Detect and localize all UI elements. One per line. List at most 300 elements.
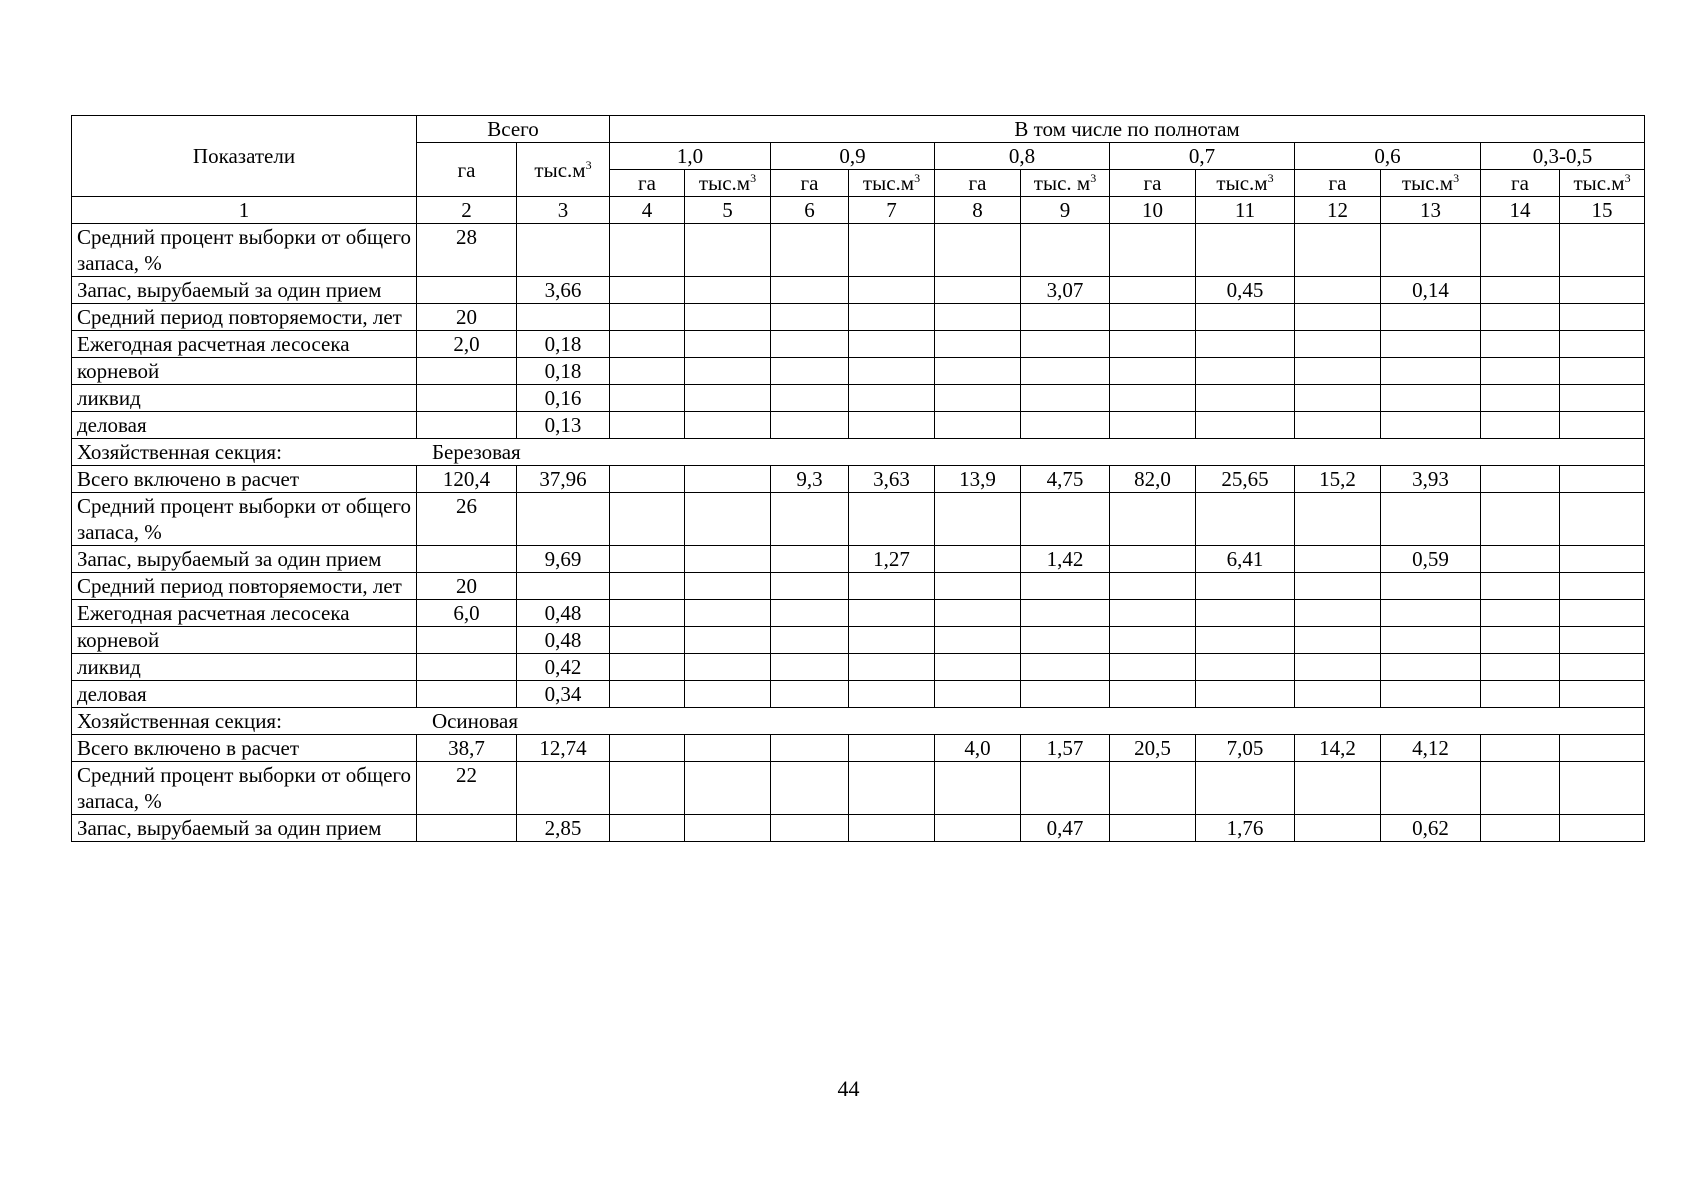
value-cell [685,358,771,385]
value-cell [935,304,1021,331]
value-cell: 4,0 [935,735,1021,762]
row-label: Запас, вырубаемый за один прием [72,277,417,304]
value-cell [771,493,849,546]
value-cell [771,681,849,708]
row-label: Ежегодная расчетная лесосека [72,331,417,358]
value-cell [771,546,849,573]
value-cell [1481,600,1560,627]
value-cell [417,277,517,304]
value-cell [1110,224,1196,277]
value-cell: 13,9 [935,466,1021,493]
value-cell: 20 [417,573,517,600]
value-cell [771,735,849,762]
section-cell [72,439,1645,466]
value-cell [685,546,771,573]
value-cell: 38,7 [417,735,517,762]
value-cell [417,385,517,412]
value-cell [849,815,935,842]
value-cell [1560,546,1645,573]
value-cell [1381,600,1481,627]
value-cell [685,654,771,681]
value-cell [771,304,849,331]
value-cell [1560,681,1645,708]
column-number: 9 [1021,197,1110,224]
value-cell [685,573,771,600]
value-cell [849,762,935,815]
value-cell: 120,4 [417,466,517,493]
value-cell [610,466,685,493]
table-row [72,304,1645,331]
value-cell [685,331,771,358]
value-cell: 3,66 [517,277,610,304]
value-cell [417,815,517,842]
value-cell [935,277,1021,304]
section-row [72,708,1645,735]
value-cell [517,304,610,331]
row-label: корневой [72,627,417,654]
value-cell [1560,762,1645,815]
column-number: 2 [417,197,517,224]
value-cell [610,600,685,627]
value-cell [1021,681,1110,708]
value-cell: 6,0 [417,600,517,627]
header-density-1: 1,0 [610,143,771,170]
value-cell [1295,493,1381,546]
value-cell: 0,14 [1381,277,1481,304]
table-row [72,466,1645,493]
value-cell [1560,385,1645,412]
value-cell [1560,815,1645,842]
value-cell [771,762,849,815]
value-cell: 22 [417,762,517,815]
value-cell: 0,13 [517,412,610,439]
value-cell [1021,385,1110,412]
row-label: ликвид [72,654,417,681]
header-density-4: 0,7 [1110,143,1295,170]
value-cell [610,627,685,654]
value-cell [1381,681,1481,708]
value-cell [849,654,935,681]
value-cell [1481,466,1560,493]
value-cell: 0,34 [517,681,610,708]
value-cell: 0,16 [517,385,610,412]
column-number: 15 [1560,197,1645,224]
value-cell [685,681,771,708]
value-cell [1295,815,1381,842]
row-label: Всего включено в расчет [72,466,417,493]
value-cell [1110,654,1196,681]
value-cell [935,412,1021,439]
value-cell [1196,573,1295,600]
value-cell [849,224,935,277]
table-row [72,358,1645,385]
column-number: 8 [935,197,1021,224]
value-cell: 6,41 [1196,546,1295,573]
column-number: 5 [685,197,771,224]
value-cell [685,224,771,277]
value-cell [771,331,849,358]
value-cell [1481,493,1560,546]
value-cell [1196,385,1295,412]
value-cell [1110,681,1196,708]
row-label: Средний период повторяемости, лет [72,304,417,331]
value-cell: 28 [417,224,517,277]
value-cell [1295,546,1381,573]
value-cell [771,385,849,412]
value-cell [1295,654,1381,681]
value-cell [610,304,685,331]
row-label: ликвид [72,385,417,412]
value-cell [610,654,685,681]
value-cell [1196,412,1295,439]
value-cell [685,493,771,546]
value-cell [517,493,610,546]
value-cell [685,735,771,762]
value-cell [1196,304,1295,331]
value-cell [1196,493,1295,546]
value-cell [1021,573,1110,600]
value-cell [1295,600,1381,627]
value-cell [417,681,517,708]
value-cell [610,224,685,277]
value-cell [849,358,935,385]
table-row [72,735,1645,762]
value-cell [1196,762,1295,815]
header-ha: га [935,170,1021,197]
row-label: Ежегодная расчетная лесосека [72,600,417,627]
value-cell: 4,75 [1021,466,1110,493]
column-number: 14 [1481,197,1560,224]
value-cell [1481,681,1560,708]
table-row [72,681,1645,708]
value-cell [1295,304,1381,331]
value-cell [1110,762,1196,815]
value-cell [685,815,771,842]
value-cell [1295,385,1381,412]
header-by-density: В том числе по полнотам [610,116,1645,143]
value-cell: 1,76 [1196,815,1295,842]
value-cell [1021,627,1110,654]
value-cell [610,815,685,842]
value-cell: 3,63 [849,466,935,493]
value-cell [1481,385,1560,412]
value-cell: 9,69 [517,546,610,573]
value-cell [417,546,517,573]
header-ha: га [1110,170,1196,197]
table-row [72,224,1645,277]
value-cell [1560,600,1645,627]
table-row [72,762,1645,815]
value-cell [685,304,771,331]
value-cell [1295,277,1381,304]
column-numbers-row [72,197,1645,224]
value-cell [1481,277,1560,304]
value-cell [610,762,685,815]
value-cell [685,762,771,815]
value-cell [610,493,685,546]
table-row [72,331,1645,358]
column-number: 4 [610,197,685,224]
table-row [72,654,1645,681]
column-number: 11 [1196,197,1295,224]
value-cell [1295,224,1381,277]
value-cell: 9,3 [771,466,849,493]
value-cell [1196,358,1295,385]
value-cell [1021,493,1110,546]
header-total-m3: $тыс.м^3$ [517,143,610,197]
value-cell [935,762,1021,815]
value-cell: 3,93 [1381,466,1481,493]
value-cell [1381,573,1481,600]
value-cell [849,277,935,304]
value-cell [771,815,849,842]
value-cell: 0,42 [517,654,610,681]
column-number: 13 [1381,197,1481,224]
value-cell [771,627,849,654]
value-cell [849,412,935,439]
value-cell [1481,573,1560,600]
header-density-2: 0,9 [771,143,935,170]
value-cell [1110,815,1196,842]
value-cell [610,573,685,600]
value-cell [610,681,685,708]
row-label: Запас, вырубаемый за один прием [72,815,417,842]
value-cell [685,627,771,654]
value-cell [935,654,1021,681]
value-cell: 2,85 [517,815,610,842]
value-cell [849,627,935,654]
table-row [72,546,1645,573]
value-cell [1196,681,1295,708]
section-name: Березовая [431,440,521,464]
header-m3: $тыс.м^3$ [1560,170,1645,197]
value-cell [1110,573,1196,600]
value-cell [1110,493,1196,546]
value-cell [610,358,685,385]
value-cell [417,654,517,681]
value-cell [517,224,610,277]
value-cell [1481,304,1560,331]
value-cell [935,546,1021,573]
value-cell [1196,654,1295,681]
value-cell [1021,224,1110,277]
table-row [72,412,1645,439]
value-cell: 25,65 [1196,466,1295,493]
table-body [72,224,1645,842]
header-m3: тыс. $м^3$ [1021,170,1110,197]
row-label: корневой [72,358,417,385]
value-cell [610,412,685,439]
value-cell [1560,466,1645,493]
section-name: Осиновая [431,709,519,733]
row-label: Средний процент выборки от общего запаса, % [72,762,417,815]
value-cell [1021,412,1110,439]
value-cell [1295,412,1381,439]
value-cell [849,385,935,412]
header-ha: га [1295,170,1381,197]
value-cell [1481,762,1560,815]
value-cell [610,277,685,304]
value-cell [1110,627,1196,654]
value-cell [685,385,771,412]
value-cell [935,358,1021,385]
value-cell [417,412,517,439]
value-cell: 0,18 [517,358,610,385]
value-cell: 37,96 [517,466,610,493]
value-cell [1381,493,1481,546]
value-cell [1481,735,1560,762]
value-cell [1110,331,1196,358]
value-cell [1196,600,1295,627]
value-cell [771,358,849,385]
table-row [72,277,1645,304]
value-cell [1560,735,1645,762]
value-cell [1560,331,1645,358]
value-cell [1110,412,1196,439]
value-cell [685,600,771,627]
value-cell: 15,2 [1295,466,1381,493]
value-cell [1110,358,1196,385]
value-cell: 0,48 [517,627,610,654]
value-cell [935,331,1021,358]
value-cell [1295,627,1381,654]
row-label: Средний процент выборки от общего запаса, % [72,224,417,277]
value-cell [1560,573,1645,600]
value-cell [1560,627,1645,654]
header-m3: $тыс.м^3$ [1196,170,1295,197]
value-cell [1381,762,1481,815]
value-cell [1196,224,1295,277]
value-cell [610,546,685,573]
table-row [72,815,1645,842]
value-cell [685,277,771,304]
value-cell: 1,57 [1021,735,1110,762]
value-cell [1295,573,1381,600]
value-cell: 2,0 [417,331,517,358]
value-cell [1560,493,1645,546]
table-row [72,493,1645,546]
row-label: Средний период повторяемости, лет [72,573,417,600]
value-cell [771,654,849,681]
value-cell [1110,385,1196,412]
value-cell [610,735,685,762]
value-cell [849,331,935,358]
value-cell: 14,2 [1295,735,1381,762]
value-cell [1560,358,1645,385]
value-cell [1196,331,1295,358]
value-cell [1560,654,1645,681]
value-cell [1110,600,1196,627]
value-cell [1381,331,1481,358]
column-number: 10 [1110,197,1196,224]
value-cell [849,493,935,546]
value-cell [935,573,1021,600]
value-cell [1295,762,1381,815]
value-cell [1560,224,1645,277]
value-cell [1381,654,1481,681]
value-cell [1110,277,1196,304]
section-row [72,439,1645,466]
value-cell [1560,304,1645,331]
value-cell [1481,654,1560,681]
value-cell: 26 [417,493,517,546]
value-cell [1560,277,1645,304]
value-cell: 82,0 [1110,466,1196,493]
row-label: деловая [72,681,417,708]
value-cell [849,735,935,762]
value-cell [1381,627,1481,654]
value-cell [1021,358,1110,385]
value-cell: 1,27 [849,546,935,573]
value-cell [771,412,849,439]
value-cell: 20 [417,304,517,331]
table-row [72,627,1645,654]
value-cell [1481,224,1560,277]
value-cell: 0,62 [1381,815,1481,842]
value-cell [935,600,1021,627]
header-ha: га [610,170,685,197]
header-total-ha: га [417,143,517,197]
value-cell [935,224,1021,277]
value-cell [1481,331,1560,358]
row-label: Запас, вырубаемый за один прием [72,546,417,573]
value-cell [1295,358,1381,385]
value-cell: 4,12 [1381,735,1481,762]
value-cell [1481,412,1560,439]
value-cell: 0,47 [1021,815,1110,842]
value-cell [1381,358,1481,385]
value-cell [1021,304,1110,331]
column-number: 6 [771,197,849,224]
value-cell [1560,412,1645,439]
value-cell [1381,224,1481,277]
header-m3: $тыс.м^3$ [685,170,771,197]
value-cell [1021,654,1110,681]
value-cell: 0,45 [1196,277,1295,304]
value-cell [771,224,849,277]
value-cell [849,600,935,627]
header-m3: $тыс.м^3$ [849,170,935,197]
section-label: Хозяйственная секция: [77,440,282,464]
column-number: 7 [849,197,935,224]
header-ha: га [1481,170,1560,197]
forest-stats-table [71,115,1645,842]
value-cell [1021,331,1110,358]
value-cell: 3,07 [1021,277,1110,304]
value-cell: 20,5 [1110,735,1196,762]
value-cell [417,358,517,385]
value-cell [1110,546,1196,573]
value-cell [1196,627,1295,654]
header-ha: га [771,170,849,197]
column-number: 1 [72,197,417,224]
column-number: 3 [517,197,610,224]
value-cell: 7,05 [1196,735,1295,762]
header-total: Всего [417,116,610,143]
table-row [72,573,1645,600]
value-cell [935,627,1021,654]
value-cell [1021,600,1110,627]
row-label: деловая [72,412,417,439]
value-cell [771,573,849,600]
header-density-5: 0,6 [1295,143,1481,170]
value-cell [685,412,771,439]
value-cell [685,466,771,493]
table-row [72,385,1645,412]
value-cell: 1,42 [1021,546,1110,573]
value-cell [1481,627,1560,654]
value-cell [1110,304,1196,331]
